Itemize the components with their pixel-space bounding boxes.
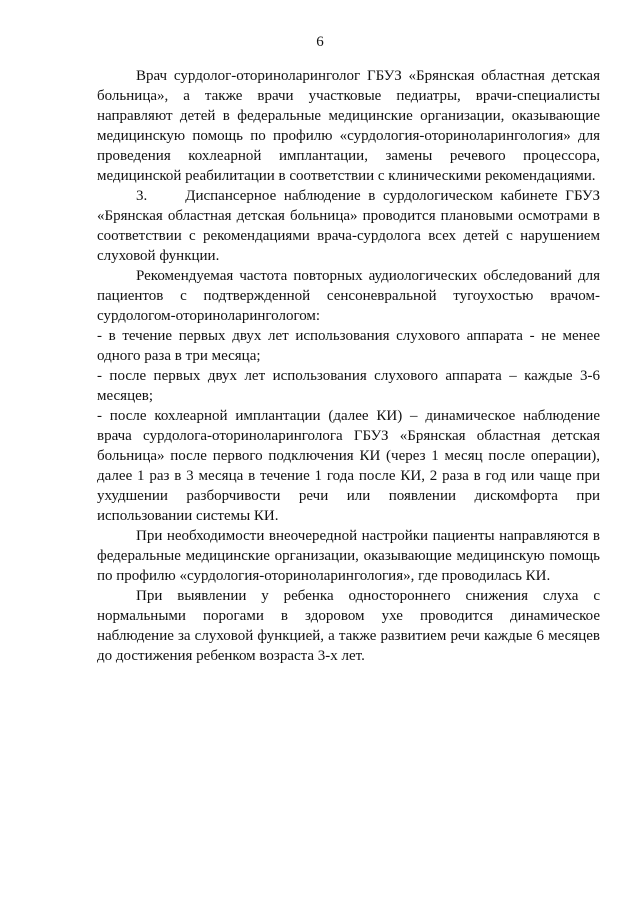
paragraph-unilateral-hearing-loss: При выявлении у ребенка одностороннего снижения слуха с нормальными порогами в здоровом ухе проводится динамическое наблюдение за слуховой функцией, а также развитием речи каждые 6 месяцев до достижения ребенком возраста 3-х лет. xyxy=(97,588,600,664)
paragraph-referral: Врач сурдолог-оториноларинголог ГБУЗ «Брянская областная детская больница», а также врачи участковые педиатры, врачи-специалисты направляют детей в федеральные медицинские организации, оказывающие медицинскую помощь по профилю «сурдология-оториноларингология» для проведения кохлеарной имплантации, замены речевого процессора, медицинской реабилитации в соответствии с клиническими рекомендациями. xyxy=(97,68,600,184)
page-number: 6 xyxy=(316,34,324,50)
paragraph-dispensary-observation: 3. Диспансерное наблюдение в сурдологическом кабинете ГБУЗ «Брянская областная детская больница» проводится плановыми осмотрами в соответствии с рекомендациями врача-сурдолога всех детей с нарушением слуховой функции. xyxy=(97,188,600,264)
list-item-after-implantation: - после кохлеарной имплантации (далее КИ) – динамическое наблюдение врача сурдолога-оториноларинголога ГБУЗ «Брянская областная детская больница» после первого подключения КИ (через 1 месяц после операции), далее 1 раз в 3 месяца в течение 1 года после КИ, 2 раза в год или чаще при ухудшении разборчивости речи или появлении дискомфорта при использовании системы КИ. xyxy=(97,408,600,524)
paragraph-extra-tuning: При необходимости внеочередной настройки пациенты направляются в федеральные медицинские организации, оказывающие медицинскую помощь по профилю «сурдология-оториноларингология», где проводилась КИ. xyxy=(97,528,600,584)
list-item-first-two-years: - в течение первых двух лет использования слухового аппарата - не менее одного раза в три месяца; xyxy=(97,328,600,364)
document-body xyxy=(97,66,600,666)
paragraph-recommended-frequency: Рекомендуемая частота повторных аудиологических обследований для пациентов с подтвержденной сенсоневральной тугоухостью врачом-сурдологом-оториноларингологом: xyxy=(97,268,600,324)
list-item-after-two-years: - после первых двух лет использования слухового аппарата – каждые 3-6 месяцев; xyxy=(97,368,600,404)
